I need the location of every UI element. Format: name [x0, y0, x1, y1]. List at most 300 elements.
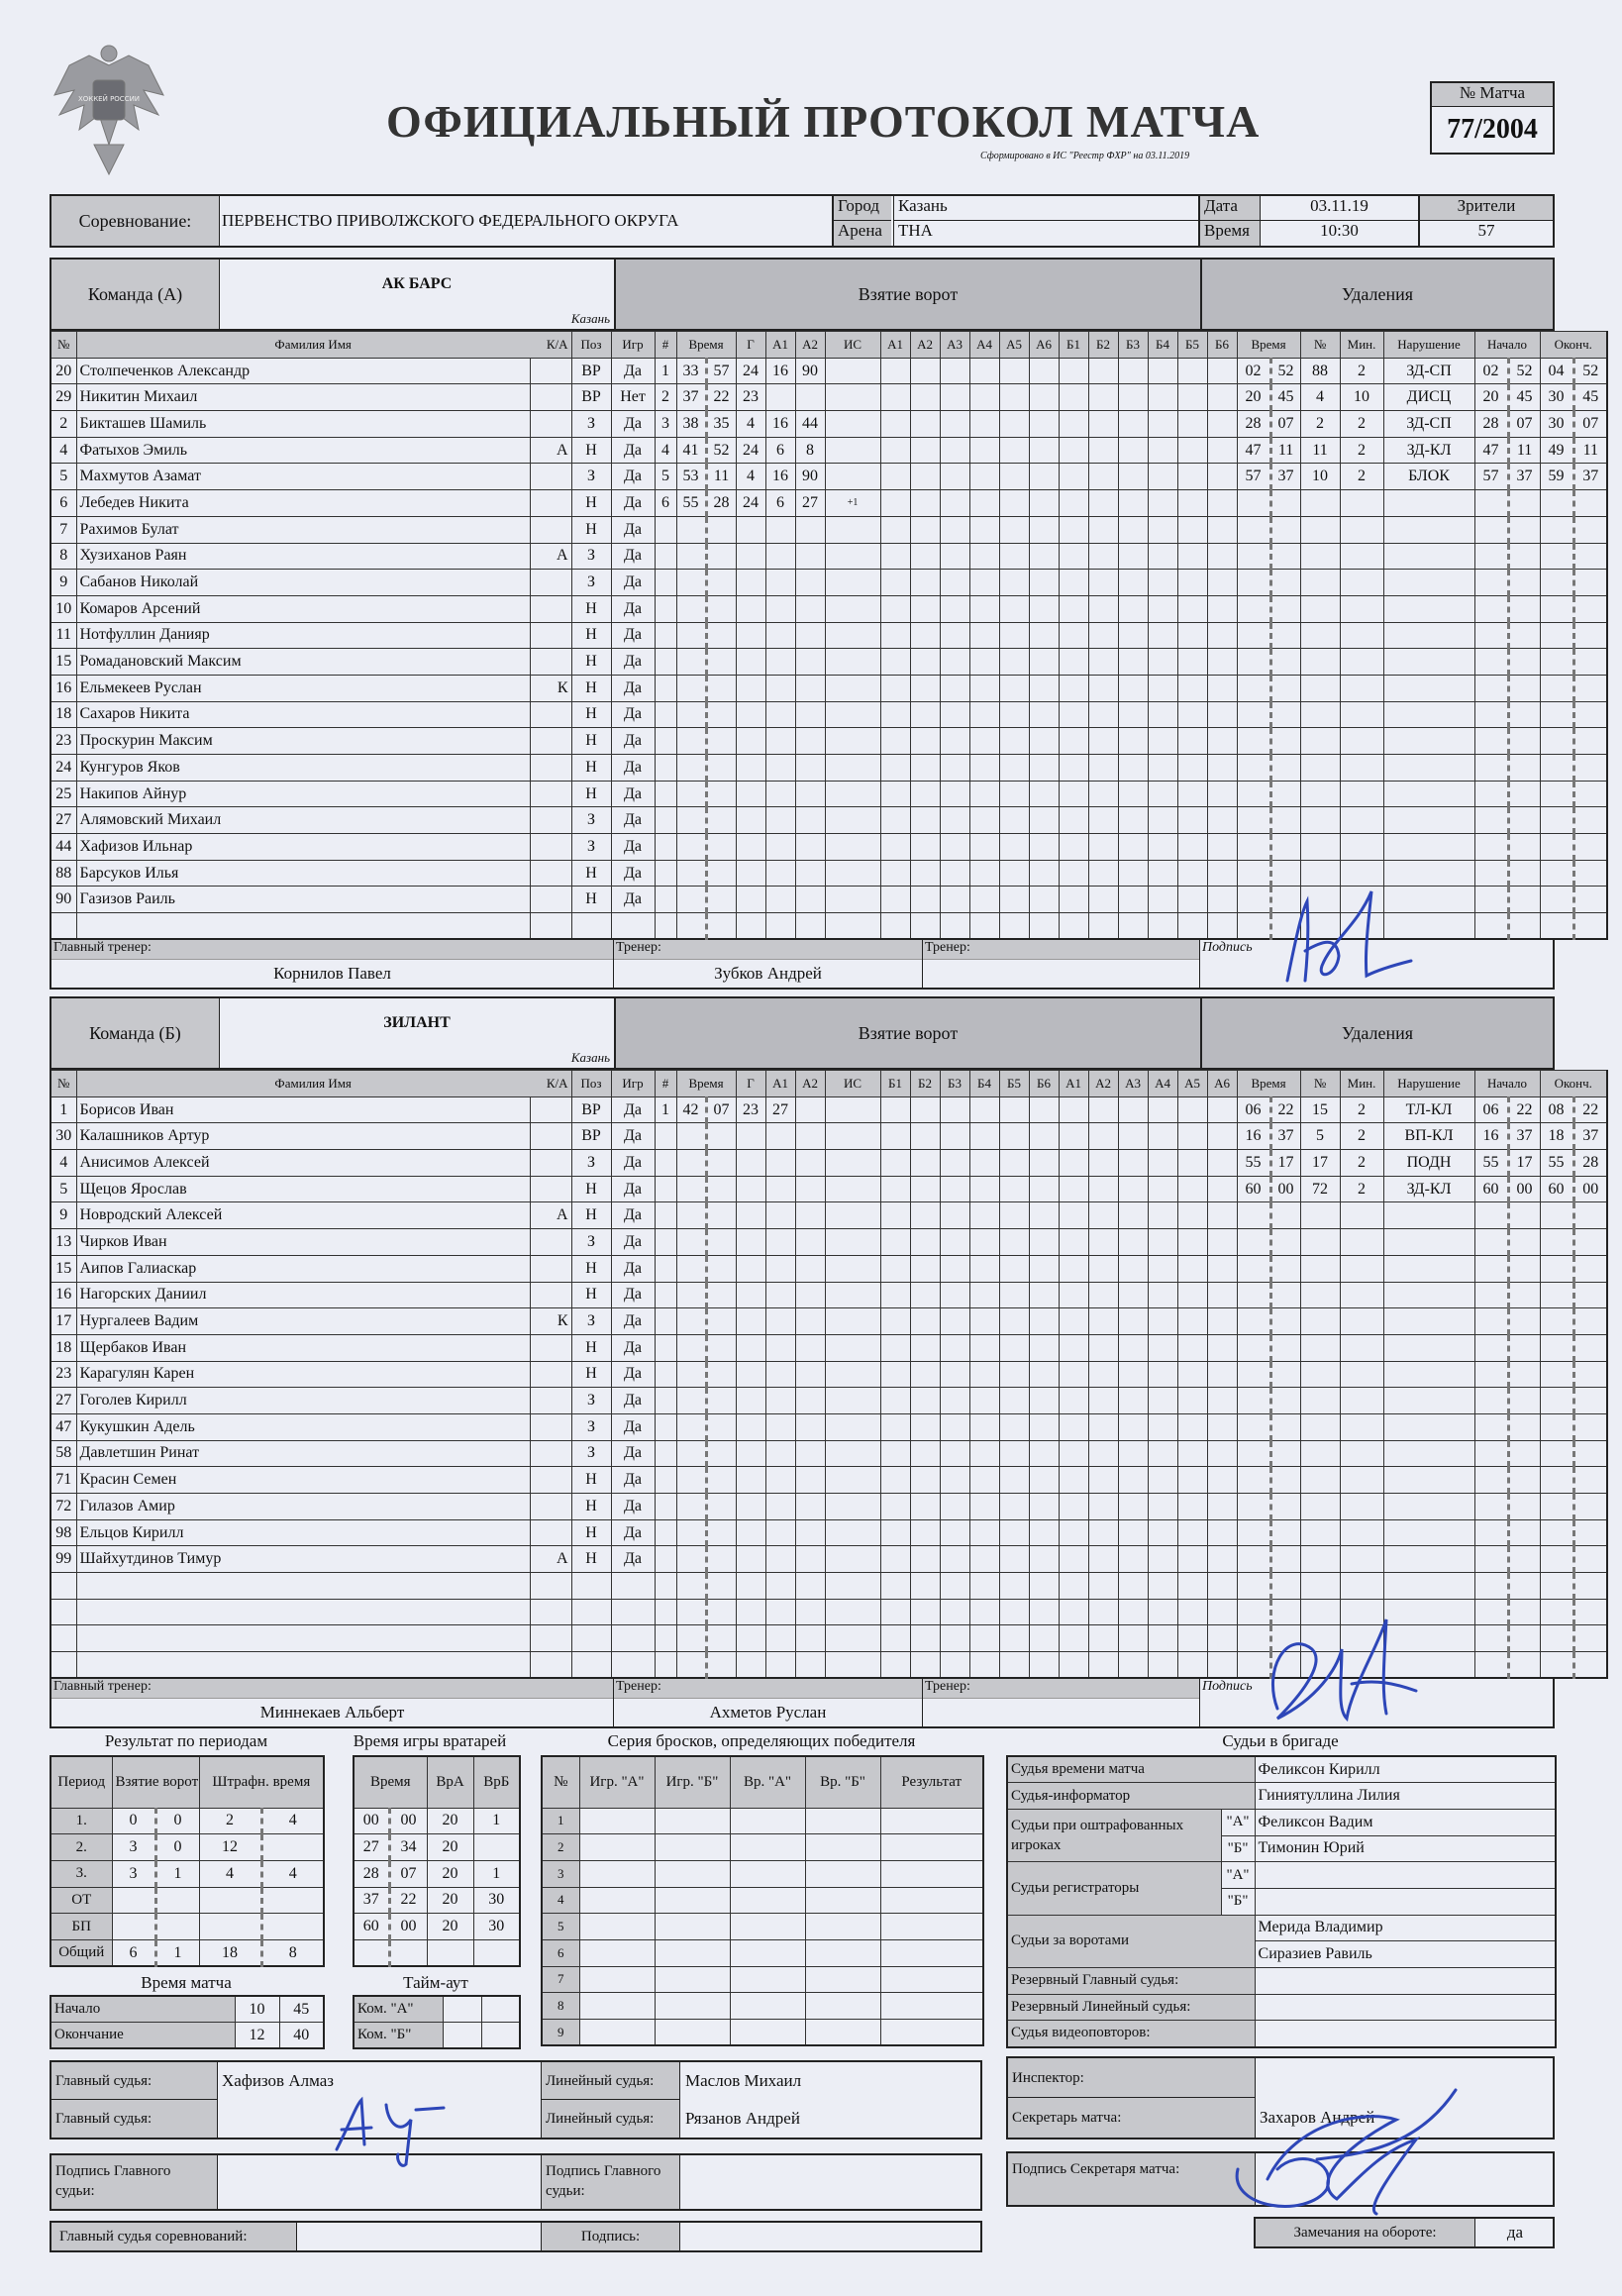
shootout-row	[542, 1808, 983, 1834]
goal-sec	[706, 1625, 736, 1652]
pen-start-min	[1474, 516, 1508, 543]
remarks-label: Замечания на обороте:	[1256, 2219, 1475, 2246]
pen-number	[1300, 1546, 1340, 1573]
period-pen-b	[261, 1834, 324, 1861]
player-played: Да	[611, 516, 655, 543]
goal-line-cell	[1118, 755, 1148, 782]
goal-line-cell	[910, 595, 940, 622]
player-pos: З	[571, 1229, 611, 1256]
goal-assist-2	[795, 860, 825, 887]
goal-line-cell	[1029, 1255, 1059, 1282]
goal-line-cell	[1029, 1413, 1059, 1440]
goal-line-cell	[999, 1599, 1029, 1625]
goal-line-cell	[1059, 1467, 1088, 1494]
hdr-line-11: А5	[1177, 1071, 1207, 1097]
pen-minutes	[1340, 1282, 1383, 1308]
goal-line-cell	[1029, 1388, 1059, 1414]
shootout-cell	[730, 1993, 805, 2020]
player-number: 16	[51, 675, 76, 701]
goal-line-cell	[1029, 570, 1059, 596]
goal-line-cell	[1059, 913, 1088, 940]
period-goals-a: 0	[112, 1808, 155, 1834]
goal-line-cell	[1148, 543, 1177, 570]
goal-line-cell	[1177, 781, 1207, 807]
goal-line-cell	[1029, 1599, 1059, 1625]
player-ka	[530, 649, 571, 676]
hdr-pen-end: Оконч.	[1540, 332, 1607, 359]
arena-value: ТНА	[893, 221, 1250, 246]
chief-box	[50, 2221, 982, 2252]
pen-start-sec	[1508, 1282, 1540, 1308]
goal-min	[676, 675, 706, 701]
goal-assist-2	[795, 1176, 825, 1202]
goal-line-cell	[1118, 1229, 1148, 1256]
player-number: 18	[51, 701, 76, 728]
goal-number	[655, 834, 676, 861]
pen-time-min: 28	[1237, 411, 1270, 438]
shootout-cell	[579, 1808, 655, 1834]
goal-line-cell	[1029, 1546, 1059, 1573]
player-pos: Н	[571, 1546, 611, 1573]
pen-violation	[1383, 649, 1474, 676]
pen-start-sec: 45	[1508, 384, 1540, 411]
player-ka	[530, 384, 571, 411]
goal-line-cell	[1088, 622, 1118, 649]
player-row	[51, 1202, 1607, 1229]
goal-line-cell	[1059, 622, 1088, 649]
goalie-a: 20	[427, 1914, 473, 1940]
shootout-cell	[579, 1993, 655, 2020]
goal-line-cell	[880, 860, 910, 887]
hdr-pen-min: Мин.	[1340, 1071, 1383, 1097]
shootout-cell	[880, 1887, 983, 1914]
line-ref-label-2: Линейный судья:	[542, 2100, 680, 2138]
goal-line-cell	[1148, 1413, 1177, 1440]
pen-start-sec	[1508, 1202, 1540, 1229]
pen-time-sec	[1270, 490, 1300, 517]
goal-line-cell	[1207, 543, 1237, 570]
goal-line-cell	[1148, 1440, 1177, 1467]
goal-scorer	[736, 1519, 765, 1546]
goal-line-cell	[940, 913, 969, 940]
goal-line-cell	[1029, 1625, 1059, 1652]
goal-line-cell	[999, 437, 1029, 464]
goal-line-cell	[1118, 887, 1148, 913]
goal-min: 38	[676, 411, 706, 438]
pen-number	[1300, 1440, 1340, 1467]
goalie-a: 20	[427, 1887, 473, 1914]
timeout-table	[353, 1995, 521, 2049]
player-name	[76, 1625, 530, 1652]
goal-assist-2	[795, 1308, 825, 1335]
pen-minutes	[1340, 1229, 1383, 1256]
goal-line-cell	[940, 1413, 969, 1440]
pen-start-min	[1474, 622, 1508, 649]
goal-is	[825, 1388, 880, 1414]
hdr-line-11: Б5	[1177, 332, 1207, 359]
goal-line-cell	[1118, 595, 1148, 622]
goal-assist-1	[765, 755, 795, 782]
goal-line-cell	[1177, 1282, 1207, 1308]
goal-line-cell	[1118, 649, 1148, 676]
goal-number: 1	[655, 1096, 676, 1123]
pen-end-min	[1540, 649, 1573, 676]
goal-line-cell	[880, 1308, 910, 1335]
player-number: 4	[51, 1150, 76, 1177]
goal-line-cell	[1207, 1308, 1237, 1335]
goal-line-cell	[1029, 1440, 1059, 1467]
goal-line-cell	[1118, 728, 1148, 755]
hdr-line-3: Б3	[940, 1071, 969, 1097]
goal-line-cell	[999, 887, 1029, 913]
timeout-title: Тайм-аут	[403, 1973, 468, 1992]
pen-start-min	[1474, 675, 1508, 701]
arena-label: Арена	[834, 221, 891, 246]
goal-line-cell	[880, 490, 910, 517]
player-played: Да	[611, 1096, 655, 1123]
goal-line-cell	[1118, 807, 1148, 834]
goal-line-cell	[1148, 1388, 1177, 1414]
goal-line-cell	[1177, 913, 1207, 940]
pen-time-min	[1237, 516, 1270, 543]
pen-start-min	[1474, 860, 1508, 887]
goal-line-cell	[999, 1308, 1029, 1335]
goal-line-cell	[969, 358, 999, 384]
pen-start-min	[1474, 755, 1508, 782]
hdr-pen-num: №	[1300, 332, 1340, 359]
goal-scorer: 24	[736, 358, 765, 384]
goal-line-cell	[1207, 1229, 1237, 1256]
goal-number	[655, 1519, 676, 1546]
pen-start-min	[1474, 490, 1508, 517]
goal-assist-1	[765, 1282, 795, 1308]
ref-reg-label: Судьи регистраторы	[1007, 1862, 1221, 1915]
goal-min: 41	[676, 437, 706, 464]
player-played: Да	[611, 701, 655, 728]
goal-scorer: 23	[736, 1096, 765, 1123]
shootout-row	[542, 2020, 983, 2046]
pen-start-sec: 52	[1508, 358, 1540, 384]
goal-min	[676, 1308, 706, 1335]
signature-secretary	[1218, 2080, 1475, 2229]
goal-scorer	[736, 543, 765, 570]
player-pos: Н	[571, 1467, 611, 1494]
main-ref-label-2: Главный судья:	[51, 2100, 218, 2138]
pen-number	[1300, 649, 1340, 676]
pen-start-sec	[1508, 675, 1540, 701]
pen-violation	[1383, 622, 1474, 649]
goal-scorer: 24	[736, 437, 765, 464]
goal-line-cell	[1148, 1494, 1177, 1520]
pen-violation	[1383, 1308, 1474, 1335]
pen-start-sec	[1508, 516, 1540, 543]
pen-minutes	[1340, 675, 1383, 701]
player-ka	[530, 860, 571, 887]
goal-scorer	[736, 1229, 765, 1256]
period-row	[51, 1887, 324, 1914]
player-played: Да	[611, 1150, 655, 1177]
goal-line-cell	[969, 701, 999, 728]
goal-line-cell	[1029, 1123, 1059, 1150]
shootout-row	[542, 1914, 983, 1940]
goal-line-cell	[1059, 1388, 1088, 1414]
player-row	[51, 1229, 1607, 1256]
player-row	[51, 1494, 1607, 1520]
goal-line-cell	[1177, 1123, 1207, 1150]
goal-assist-2	[795, 543, 825, 570]
ref-penbox-tag-b: "Б"	[1221, 1835, 1255, 1862]
goal-min	[676, 570, 706, 596]
goal-line-cell	[1059, 728, 1088, 755]
pen-time-sec	[1270, 1494, 1300, 1520]
pen-end-sec	[1573, 1334, 1607, 1361]
hdr-is: ИС	[825, 332, 880, 359]
goal-assist-1	[765, 1652, 795, 1679]
head-coach-name: Корнилов Павел	[273, 964, 391, 984]
goal-assist-2: 44	[795, 411, 825, 438]
pen-minutes	[1340, 1413, 1383, 1440]
pen-start-sec	[1508, 728, 1540, 755]
period-pen-a: 18	[199, 1939, 261, 1966]
pen-number	[1300, 1388, 1340, 1414]
player-name: Красин Семен	[76, 1467, 530, 1494]
goal-line-cell	[1118, 675, 1148, 701]
hdr-pos: Поз	[571, 1071, 611, 1097]
shootout-cell	[730, 2020, 805, 2046]
period-pen-b: 4	[261, 1808, 324, 1834]
period-goals-b	[155, 1887, 199, 1914]
player-ka	[530, 913, 571, 940]
goal-line-cell	[1207, 701, 1237, 728]
goal-line-cell	[1088, 411, 1118, 438]
coach2-cell	[923, 1679, 1200, 1726]
player-number: 4	[51, 437, 76, 464]
goal-line-cell	[1207, 490, 1237, 517]
period-row	[51, 1808, 324, 1834]
pen-start-sec	[1508, 570, 1540, 596]
goal-min	[676, 622, 706, 649]
pen-start-sec	[1508, 1361, 1540, 1388]
shootout-number: 8	[542, 1993, 579, 2020]
goalie-row	[354, 1939, 520, 1966]
player-name: Анисимов Алексей	[76, 1150, 530, 1177]
goal-is	[825, 781, 880, 807]
player-number: 11	[51, 622, 76, 649]
goal-line-cell	[1059, 701, 1088, 728]
player-pos: Н	[571, 887, 611, 913]
ref-reserve-main: Резервный Главный судья:	[1007, 1968, 1255, 1995]
goal-min	[676, 913, 706, 940]
goal-sec	[706, 1413, 736, 1440]
goal-line-cell	[910, 1334, 940, 1361]
goal-min	[676, 595, 706, 622]
ref-reg-a	[1255, 1862, 1556, 1889]
goal-line-cell	[880, 1494, 910, 1520]
goal-number	[655, 1413, 676, 1440]
line-ref-label-1: Линейный судья:	[542, 2062, 680, 2100]
pen-end-sec	[1573, 1388, 1607, 1414]
player-number: 9	[51, 1202, 76, 1229]
goal-line-cell	[1029, 1361, 1059, 1388]
goal-line-cell	[999, 1176, 1029, 1202]
goal-assist-2	[795, 1150, 825, 1177]
player-name: Хафизов Ильнар	[76, 834, 530, 861]
ref-reserve-line: Резервный Линейный судья:	[1007, 1994, 1255, 2021]
goal-number	[655, 913, 676, 940]
match-time-table	[50, 1995, 325, 2049]
player-number: 30	[51, 1123, 76, 1150]
goal-line-cell	[1177, 570, 1207, 596]
goal-line-cell	[1207, 1519, 1237, 1546]
ref-time-value: Феликсон Кирилл	[1255, 1756, 1556, 1783]
goal-number	[655, 1388, 676, 1414]
pen-start-min	[1474, 701, 1508, 728]
goal-number	[655, 781, 676, 807]
goal-assist-2	[795, 807, 825, 834]
team-header	[50, 996, 1555, 1070]
goal-line-cell	[1207, 649, 1237, 676]
line-ref-1: Маслов Михаил	[685, 2071, 802, 2090]
hdr-line-12: Б6	[1207, 332, 1237, 359]
goal-line-cell	[1088, 1255, 1118, 1282]
goal-line-cell	[910, 1573, 940, 1600]
player-name: Проскурин Максим	[76, 728, 530, 755]
goal-line-cell	[940, 411, 969, 438]
goal-line-cell	[1148, 1229, 1177, 1256]
pen-time-sec	[1270, 1440, 1300, 1467]
goal-scorer	[736, 1573, 765, 1600]
player-name: Никитин Михаил	[76, 384, 530, 411]
shootout-h-pa: Игр. "А"	[579, 1756, 655, 1808]
goal-line-cell	[1148, 570, 1177, 596]
goal-line-cell	[1118, 437, 1148, 464]
pen-end-min	[1540, 1519, 1573, 1546]
player-number: 98	[51, 1519, 76, 1546]
goal-line-cell	[999, 1202, 1029, 1229]
pen-number	[1300, 1308, 1340, 1335]
pen-start-min: 16	[1474, 1123, 1508, 1150]
player-played: Да	[611, 1282, 655, 1308]
match-number-box	[1430, 81, 1555, 155]
hdr-line-7: А1	[1059, 1071, 1088, 1097]
pen-time-sec	[1270, 1308, 1300, 1335]
goal-line-cell	[1207, 1467, 1237, 1494]
timeout-a-m	[443, 1996, 481, 2023]
goal-line-cell	[1029, 1494, 1059, 1520]
goal-line-cell	[940, 755, 969, 782]
goal-line-cell	[1177, 1652, 1207, 1679]
pen-time-min	[1237, 1440, 1270, 1467]
goal-line-cell	[1177, 1255, 1207, 1282]
player-row	[51, 1361, 1607, 1388]
pen-number: 10	[1300, 464, 1340, 490]
goal-line-cell	[1118, 1413, 1148, 1440]
player-played: Да	[611, 1413, 655, 1440]
player-row	[51, 781, 1607, 807]
period-goals-b: 0	[155, 1834, 199, 1861]
pen-end-sec	[1573, 516, 1607, 543]
player-ka	[530, 622, 571, 649]
goal-line-cell	[1088, 1229, 1118, 1256]
goal-line-cell	[969, 464, 999, 490]
pen-time-sec	[1270, 807, 1300, 834]
goal-number	[655, 1467, 676, 1494]
pen-time-min	[1237, 1494, 1270, 1520]
goal-min	[676, 1494, 706, 1520]
goal-is	[825, 622, 880, 649]
shootout-cell	[880, 1966, 983, 1993]
player-ka	[530, 1096, 571, 1123]
player-number: 58	[51, 1440, 76, 1467]
goal-line-cell	[910, 1546, 940, 1573]
player-name: Нагорских Даниил	[76, 1282, 530, 1308]
goal-line-cell	[1177, 1334, 1207, 1361]
pen-violation: ЗД-КЛ	[1383, 437, 1474, 464]
pen-time-min	[1237, 1519, 1270, 1546]
goal-scorer	[736, 781, 765, 807]
player-pos: З	[571, 411, 611, 438]
hdr-line-1: А1	[880, 332, 910, 359]
player-pos: Н	[571, 649, 611, 676]
shootout-cell	[880, 1834, 983, 1861]
pen-violation	[1383, 1573, 1474, 1600]
goal-sec	[706, 1388, 736, 1414]
coach-cell	[614, 940, 923, 988]
goal-assist-2	[795, 1229, 825, 1256]
goal-sec: 22	[706, 384, 736, 411]
player-ka	[530, 807, 571, 834]
goal-is	[825, 1334, 880, 1361]
pen-time-min	[1237, 860, 1270, 887]
player-played: Да	[611, 464, 655, 490]
goal-line-cell	[940, 701, 969, 728]
goal-line-cell	[1029, 755, 1059, 782]
pen-end-min	[1540, 595, 1573, 622]
goal-assist-1	[765, 834, 795, 861]
hdr-line-9: Б3	[1118, 332, 1148, 359]
goal-line-cell	[1059, 1282, 1088, 1308]
goal-line-cell	[1177, 490, 1207, 517]
pen-start-sec: 17	[1508, 1150, 1540, 1177]
goal-line-cell	[969, 807, 999, 834]
player-pos: Н	[571, 490, 611, 517]
logo-text: ХОККЕЙ РОССИИ	[77, 95, 141, 103]
player-row	[51, 1096, 1607, 1123]
goalie-min	[354, 1939, 389, 1966]
goal-sec	[706, 516, 736, 543]
info-row	[50, 194, 1555, 248]
player-name: Шайхутдинов Тимур	[76, 1546, 530, 1573]
goal-sec	[706, 1519, 736, 1546]
goal-line-cell	[969, 595, 999, 622]
shootout-cell	[579, 1966, 655, 1993]
goal-line-cell	[1148, 860, 1177, 887]
goal-line-cell	[880, 1334, 910, 1361]
player-pos: Н	[571, 1255, 611, 1282]
goal-assist-2	[795, 516, 825, 543]
shootout-cell	[805, 1914, 880, 1940]
shootout-cell	[805, 1939, 880, 1966]
goal-number	[655, 755, 676, 782]
shootout-row	[542, 1834, 983, 1861]
pen-end-min	[1540, 1573, 1573, 1600]
player-ka	[530, 1413, 571, 1440]
goal-line-cell	[1177, 543, 1207, 570]
goal-min: 53	[676, 464, 706, 490]
goalie-row	[354, 1808, 520, 1834]
pen-time-min: 60	[1237, 1176, 1270, 1202]
pen-start-sec	[1508, 1599, 1540, 1625]
